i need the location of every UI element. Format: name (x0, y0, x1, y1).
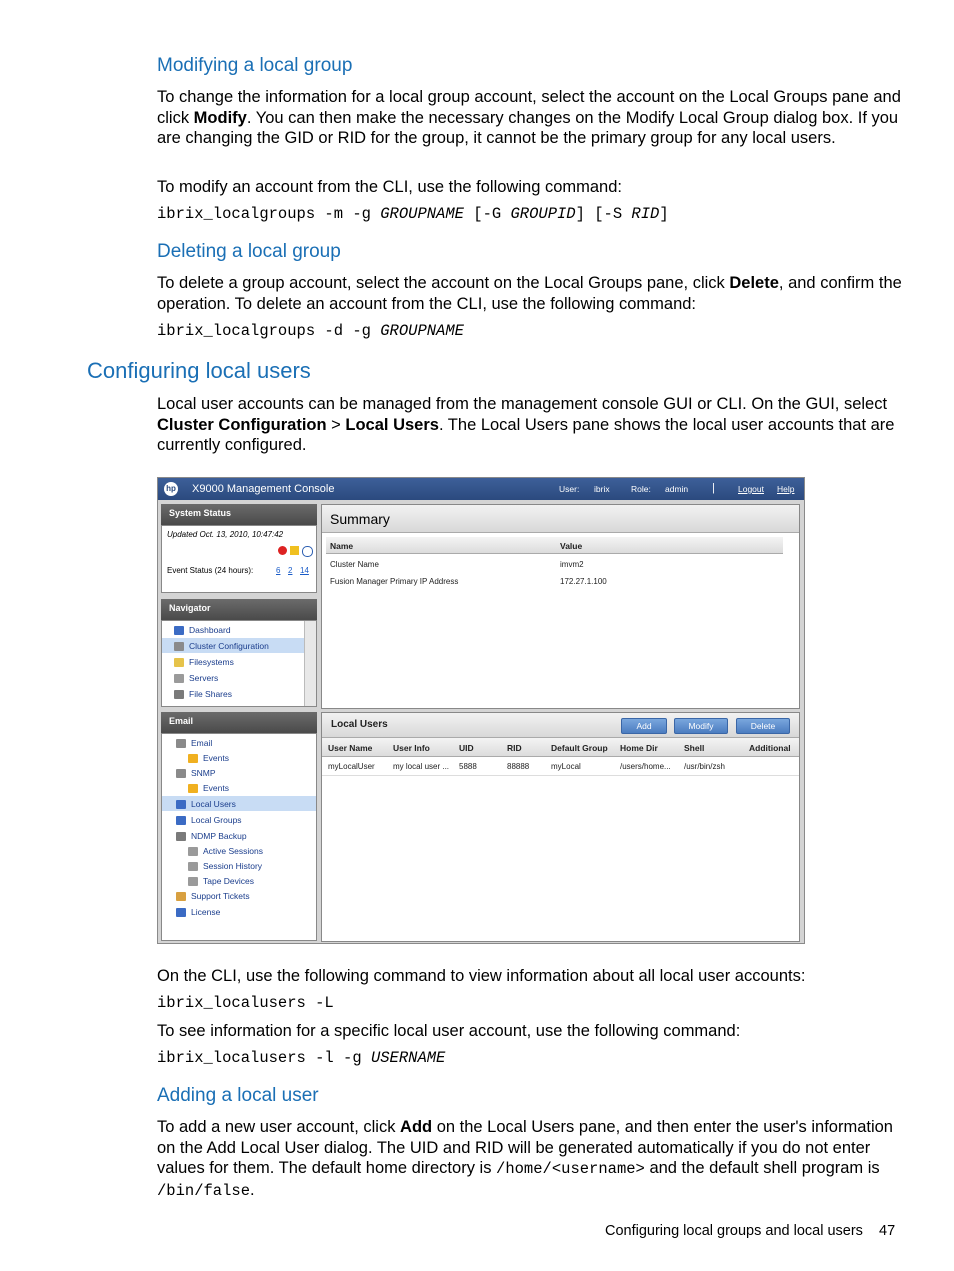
header-user-info[interactable]: User Info (393, 743, 430, 753)
navigator-title: Navigator (161, 599, 317, 620)
console-titlebar (158, 478, 804, 500)
tree-item-email-events[interactable]: Events (188, 753, 229, 763)
modify-button[interactable]: Modify (674, 718, 728, 734)
cell-user-info: my local user ... (393, 762, 450, 771)
navigator-panel (161, 599, 317, 706)
tree-item-tape-devices[interactable]: Tape Devices (188, 876, 254, 886)
event-count-info[interactable]: 14 (300, 566, 309, 575)
management-console-screenshot (157, 477, 805, 944)
backup-icon (176, 832, 186, 841)
nav-item-dashboard[interactable]: Dashboard (174, 625, 231, 635)
code-modify-command: ibrix_localgroups -m -g GROUPNAME [-G GROUPID] [-S RID] (157, 205, 669, 223)
summary-cell-name: Cluster Name (330, 560, 379, 569)
paragraph-modify-gui: To change the information for a local group account, select the account on the Local Groups pane and click Modify. You can then make the necessary changes on the Modify Local Group dialog box. If you are changing the GID or RID for the group, it cannot be the primary group for any local users. (157, 88, 901, 147)
cell-shell: /usr/bin/zsh (684, 762, 725, 771)
cell-user-name: myLocalUser (328, 762, 375, 771)
tree-item-ndmp-backup[interactable]: NDMP Backup (176, 831, 247, 841)
user-icon (176, 800, 186, 809)
tree-item-email[interactable]: Email (176, 738, 212, 748)
heading-adding-local-user: Adding a local user (157, 1085, 319, 1106)
page-number: 47 (879, 1223, 896, 1239)
system-status-title: System Status (161, 504, 317, 525)
role-label: Role: (631, 484, 651, 494)
tape-icon (188, 877, 198, 886)
event-count-critical[interactable]: 6 (276, 566, 281, 575)
cell-default-group: myLocal (551, 762, 581, 771)
tree-panel (161, 712, 317, 940)
header-user-name[interactable]: User Name (328, 743, 373, 753)
paragraph-modify-cli: To modify an account from the CLI, use the following command: (157, 178, 622, 196)
navigator-scrollbar[interactable] (304, 621, 316, 706)
summary-title: Summary (322, 505, 799, 533)
header-shell[interactable]: Shell (684, 743, 705, 753)
lightning-icon (188, 784, 198, 793)
tree-item-active-sessions[interactable]: Active Sessions (188, 846, 263, 856)
warning-icon (290, 546, 299, 555)
header-home-dir[interactable]: Home Dir (620, 743, 658, 753)
heading-modifying-local-group: Modifying a local group (157, 55, 353, 76)
local-users-header-row (322, 738, 799, 757)
license-icon (176, 908, 186, 917)
paragraph-configure: Local user accounts can be managed from the management console GUI or CLI. On the GUI, select Cluster Configuration > Local Users. The Local Users pane shows the local user accounts that are currently configured. (157, 395, 895, 454)
share-icon (174, 690, 184, 699)
tree-title: Email (161, 712, 317, 733)
server-icon (174, 674, 184, 683)
nav-item-cluster-configuration[interactable]: Cluster Configuration (174, 641, 269, 651)
cell-home-dir: /users/home... (620, 762, 671, 771)
summary-header-value[interactable]: Value (560, 541, 583, 551)
paragraph-cli-list: On the CLI, use the following command to view information about all local user accounts: (157, 967, 806, 985)
ticket-icon (176, 892, 186, 901)
local-users-toolbar (322, 713, 799, 738)
header-default-group[interactable]: Default Group (551, 743, 608, 753)
tree-item-local-users[interactable]: Local Users (176, 799, 236, 809)
info-icon (302, 546, 313, 557)
delete-button[interactable]: Delete (736, 718, 790, 734)
nav-item-filesystems[interactable]: Filesystems (174, 657, 234, 667)
header-uid[interactable]: UID (459, 743, 474, 753)
chart-icon (174, 626, 184, 635)
paragraph-delete: To delete a group account, select the account on the Local Groups pane, click Delete, and confirm the operation. To delete an account from the CLI, use the following command: (157, 274, 902, 313)
user-value: ibrix (594, 484, 610, 494)
help-link[interactable]: Help (777, 484, 795, 494)
summary-panel (321, 504, 800, 709)
add-button[interactable]: Add (621, 718, 667, 734)
summary-cell-value: 172.27.1.100 (560, 577, 607, 586)
summary-header-row (326, 537, 783, 554)
console-app-title: X9000 Management Console (192, 483, 335, 495)
event-count-warning[interactable]: 2 (288, 566, 293, 575)
paragraph-add: To add a new user account, click Add on the Local Users pane, and then enter the user's information on the Add Local User dialog. The UID and RID will be generated automatically if you do not enter values for them. The default home directory is /home/<username> and the default shell program is /bin/false. (157, 1118, 893, 1200)
nav-item-file-shares[interactable]: File Shares (174, 689, 232, 699)
user-label: User: (559, 484, 580, 494)
tree-item-local-groups[interactable]: Local Groups (176, 815, 242, 825)
folder-icon (174, 658, 184, 667)
session-icon (188, 847, 198, 856)
local-user-row[interactable] (322, 757, 799, 776)
local-users-title: Local Users (331, 719, 388, 730)
group-icon (176, 816, 186, 825)
logout-link[interactable]: Logout (738, 484, 764, 494)
paragraph-cli-specific: To see information for a specific local user account, use the following command: (157, 1022, 741, 1040)
system-status-panel (161, 504, 317, 592)
tree-item-license[interactable]: License (176, 907, 220, 917)
summary-cell-value: imvm2 (560, 560, 584, 569)
tree-item-session-history[interactable]: Session History (188, 861, 262, 871)
local-users-panel (321, 712, 800, 942)
header-separator: | (712, 482, 715, 494)
critical-icon (278, 546, 287, 555)
header-additional[interactable]: Additional (749, 743, 791, 753)
tree-item-snmp-events[interactable]: Events (188, 783, 229, 793)
summary-header-name[interactable]: Name (330, 541, 354, 551)
code-list-command: ibrix_localusers -L (157, 994, 334, 1012)
cell-rid: 88888 (507, 762, 530, 771)
event-status-label: Event Status (24 hours): (167, 566, 254, 575)
tree-item-snmp[interactable]: SNMP (176, 768, 216, 778)
role-value: admin (665, 484, 689, 494)
heading-configuring-local-users: Configuring local users (87, 358, 311, 383)
heading-deleting-local-group: Deleting a local group (157, 241, 341, 262)
hp-logo-icon: hp (164, 482, 178, 496)
header-rid[interactable]: RID (507, 743, 522, 753)
footer-title: Configuring local groups and local users (605, 1223, 863, 1239)
status-updated-text: Updated Oct. 13, 2010, 10:47:42 (167, 530, 284, 539)
code-delete-command: ibrix_localgroups -d -g GROUPNAME (157, 322, 464, 340)
cell-uid: 5888 (459, 762, 477, 771)
history-icon (188, 862, 198, 871)
code-specific-command: ibrix_localusers -l -g USERNAME (157, 1049, 446, 1067)
lightning-icon (188, 754, 198, 763)
tree-item-support-tickets[interactable]: Support Tickets (176, 891, 250, 901)
gear-icon (174, 642, 184, 651)
gear-icon (176, 739, 186, 748)
gear-icon (176, 769, 186, 778)
nav-item-servers[interactable]: Servers (174, 673, 218, 683)
summary-cell-name: Fusion Manager Primary IP Address (330, 577, 459, 586)
